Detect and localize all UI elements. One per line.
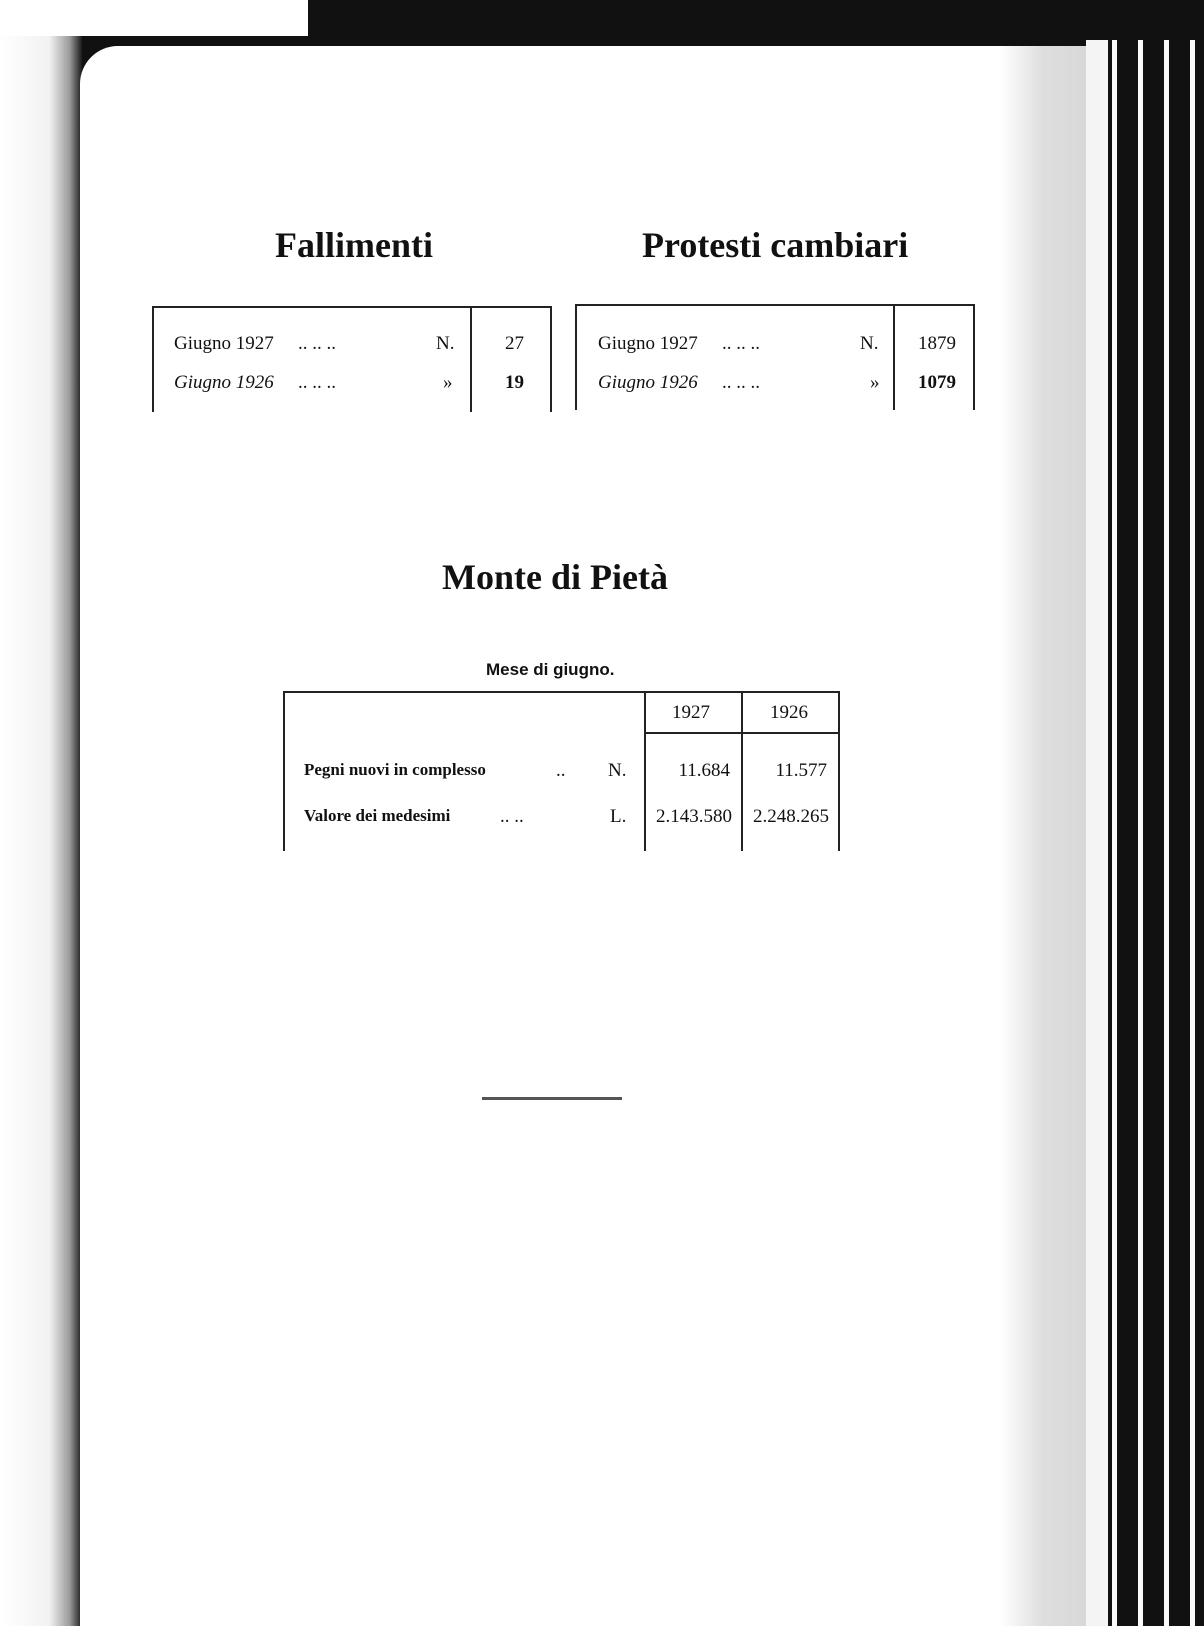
row-label: Giugno 1927 — [598, 333, 698, 354]
col-header-1927: 1927 — [672, 702, 710, 723]
row-dots: .. .. .. — [722, 333, 760, 354]
row-unit: N. — [608, 760, 627, 781]
book-spine — [0, 36, 82, 1626]
row-unit: » — [870, 372, 880, 393]
row-value-1926: 2.248.265 — [753, 806, 829, 827]
table-rule — [152, 306, 550, 308]
row-value-1927: 2.143.580 — [656, 806, 732, 827]
monte-subtitle: Mese di giugno. — [486, 660, 615, 679]
table-rule — [470, 306, 472, 412]
table-rule — [283, 691, 285, 851]
table-rule — [893, 304, 895, 410]
row-unit: » — [443, 372, 453, 393]
row-label: Giugno 1926 — [598, 372, 698, 393]
document-page — [80, 46, 1086, 1626]
monte-title: Monte di Pietà — [442, 557, 668, 597]
col-header-1926: 1926 — [770, 702, 808, 723]
row-label: Giugno 1926 — [174, 372, 274, 393]
table-rule — [550, 306, 552, 412]
row-value: 1079 — [918, 372, 956, 393]
row-label: Giugno 1927 — [174, 333, 274, 354]
row-label: Valore dei medesimi — [304, 806, 451, 825]
page-edge-shadow — [1000, 46, 1086, 1626]
row-value-1927: 11.684 — [678, 760, 730, 781]
table-rule — [838, 691, 840, 851]
table-rule — [644, 732, 838, 734]
row-value: 1879 — [918, 333, 956, 354]
row-unit: N. — [436, 333, 455, 354]
row-unit: L. — [610, 806, 627, 827]
row-value-1926: 11.577 — [775, 760, 827, 781]
fallimenti-title: Fallimenti — [275, 225, 433, 265]
row-label: Pegni nuovi in complesso — [304, 760, 486, 779]
page-edge-light — [1086, 40, 1108, 1626]
row-dots: .. .. .. — [298, 333, 336, 354]
row-dots: .. .. .. — [722, 372, 760, 393]
closing-rule — [482, 1097, 622, 1100]
table-rule — [152, 306, 154, 412]
table-rule — [973, 304, 975, 410]
table-rule — [575, 304, 973, 306]
row-value: 27 — [505, 333, 524, 354]
table-rule — [283, 691, 839, 693]
scan-border-top — [0, 0, 308, 36]
row-dots: .. .. .. — [298, 372, 336, 393]
row-dots: .. — [556, 760, 566, 781]
table-rule — [575, 304, 577, 410]
row-dots: .. .. — [500, 806, 524, 827]
row-unit: N. — [860, 333, 879, 354]
row-value: 19 — [505, 372, 524, 393]
protesti-title: Protesti cambiari — [642, 225, 909, 265]
